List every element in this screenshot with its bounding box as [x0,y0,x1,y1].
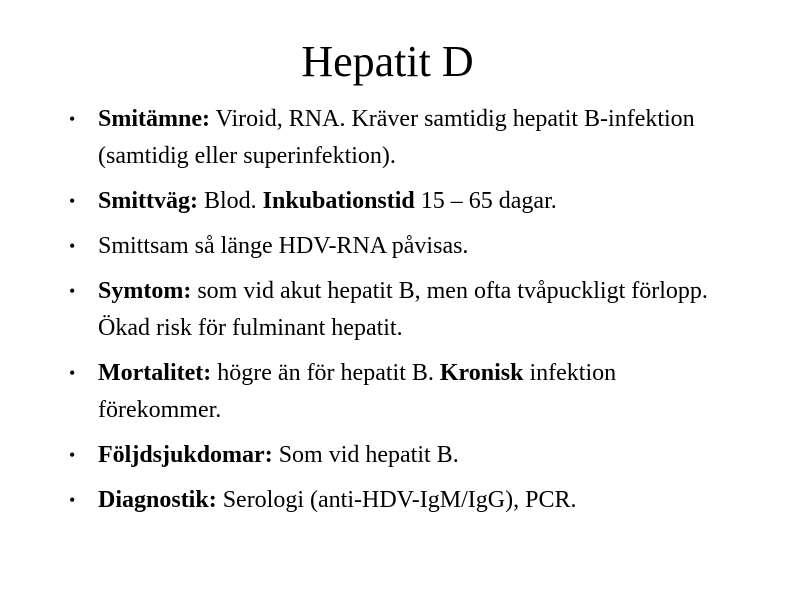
bullet-label: Smitämne: [98,106,210,132]
bullet-icon: • [69,236,76,256]
bullet-item [64,101,744,175]
bullet-icon: • [69,490,76,510]
slide-title: Hepatit D [301,37,474,86]
bullet-text: Smittsam så länge HDV-RNA påvisas. [98,233,469,259]
bullet-icon: • [69,281,76,301]
bullet-item [64,437,744,474]
bullet-label: Följdsjukdomar: [98,442,273,468]
bullet-icon: • [69,363,76,383]
bullet-list [64,101,744,527]
bullet-text: Serologi (anti-HDV-IgM/IgG), PCR. [216,487,577,513]
bullet-text: Som vid hepatit B. [272,442,459,468]
bullet-label: Inkubationstid [262,188,415,214]
bullet-text: 15 – 65 dagar. [414,188,557,214]
bullet-text: högre än för hepatit B. [211,360,440,386]
bullet-text: Viroid, RNA. Kräver samtidig hepatit B-infektion (samtidig eller superinfektion). [98,106,695,169]
bullet-label: Kronisk [439,360,524,386]
bullet-icon: • [69,109,76,129]
bullet-label: Diagnostik: [98,487,217,513]
bullet-item [64,183,744,220]
bullet-item [64,482,744,519]
bullet-icon: • [69,445,76,465]
bullet-item [64,273,744,347]
bullet-text: Blod. [197,188,263,214]
bullet-icon: • [69,191,76,211]
bullet-text: infektion förekommer. [98,360,617,423]
bullet-item [64,228,744,265]
bullet-label: Smittväg: [98,188,198,214]
bullet-item [64,355,744,429]
bullet-label: Symtom: [98,278,192,304]
bullet-label: Mortalitet: [98,360,212,386]
bullet-text: som vid akut hepatit B, men ofta tvåpuckligt förlopp. Ökad risk för fulminant hepatit. [98,278,708,341]
